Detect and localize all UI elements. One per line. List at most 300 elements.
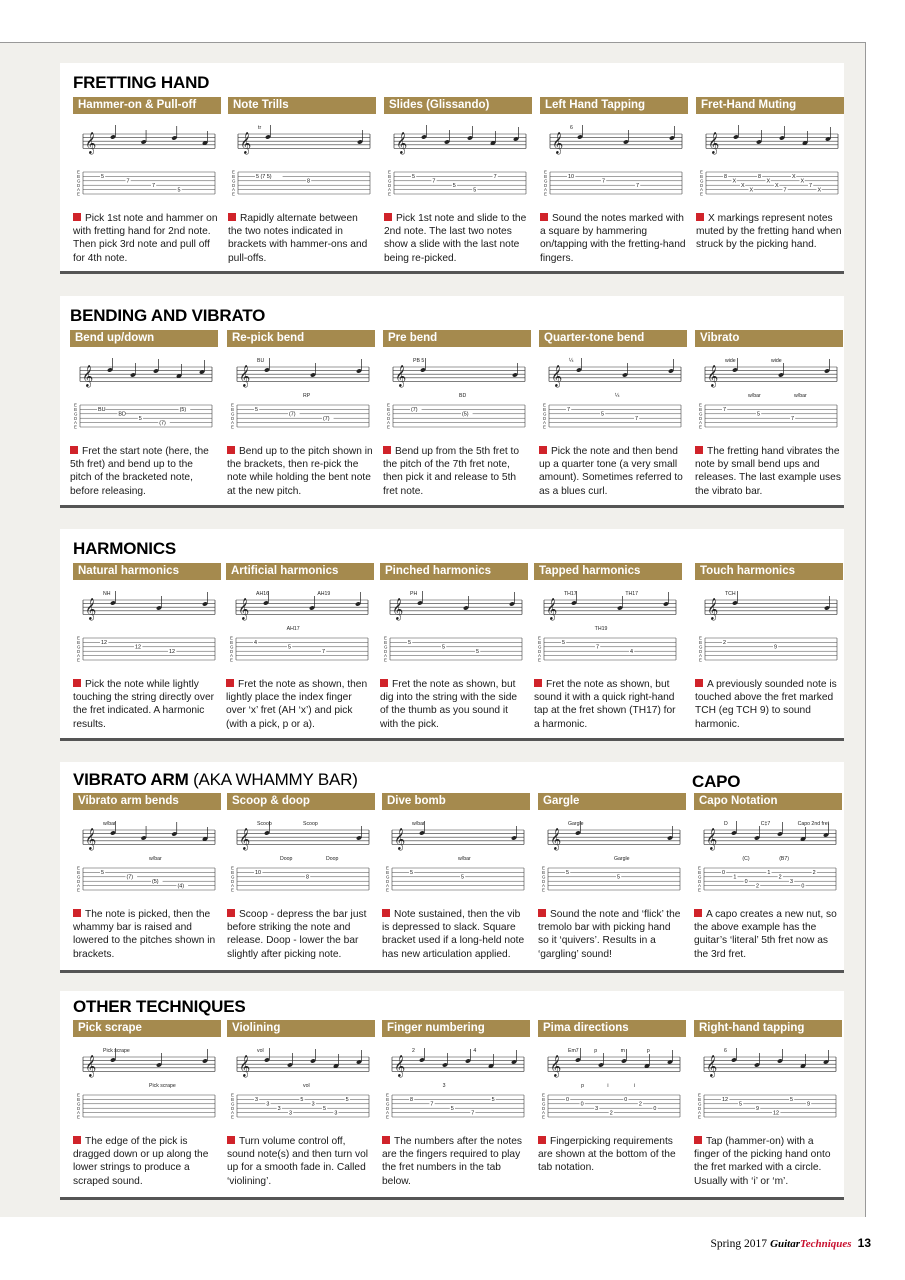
svg-text:A: A (542, 1110, 545, 1116)
technique-description: Turn volume control off, sound note(s) and then turn vol up for a smooth fade in. Called ‘violining’. (227, 1136, 369, 1187)
technique-description: Pick the note and then bend up a quarter tone (a very small amount). Sometimes referred to as a blues curl. (539, 446, 683, 497)
notation-diagram (695, 586, 843, 672)
notation-diagram (384, 120, 532, 206)
technique-description: Fret the note as shown, but sound it with a quick right-hand tap at the fret shown (TH17) for a harmonic. (534, 679, 676, 730)
tab-number: 5 (491, 1097, 495, 1104)
svg-text:G: G (698, 874, 702, 880)
svg-text:D: D (384, 648, 388, 654)
technique-capo-notation (694, 793, 842, 961)
svg-text:G: G (542, 874, 546, 880)
section-title: HARMONICS (73, 539, 177, 558)
tab-number: 5 (739, 1101, 742, 1108)
annotation-text: TH19 (594, 626, 608, 632)
tab-number: 5 (323, 1106, 326, 1112)
tab-number: 5 (7 5) (256, 174, 272, 181)
svg-text:A: A (387, 420, 390, 426)
bullet-icon (228, 213, 236, 221)
notation-diagram (534, 586, 682, 672)
svg-text:B: B (699, 640, 702, 645)
svg-text:D: D (231, 415, 235, 421)
svg-text:E: E (74, 424, 77, 430)
page-footer (710, 1236, 871, 1250)
tab-number: 5 (452, 183, 456, 189)
tab-number: X (817, 187, 822, 194)
notation-diagram (694, 1043, 842, 1129)
bullet-icon (380, 679, 388, 687)
svg-text:D: D (388, 182, 392, 188)
svg-text:E: E (232, 191, 235, 197)
bullet-icon (534, 679, 542, 687)
technique-label: Right-hand tapping (694, 1020, 842, 1037)
bullet-icon (538, 909, 546, 917)
technique-label: Left Hand Tapping (540, 97, 688, 114)
technique-label: Vibrato arm bends (73, 793, 221, 810)
notation-svg (383, 353, 531, 439)
svg-text:E: E (77, 865, 80, 871)
svg-text:D: D (74, 415, 78, 421)
svg-text:E: E (386, 865, 389, 871)
svg-text:G: G (230, 644, 234, 650)
svg-text:G: G (388, 178, 392, 184)
tab-number: 12 (773, 1110, 779, 1117)
svg-text:A: A (231, 1110, 234, 1116)
bullet-icon (696, 213, 704, 221)
technique-pick-scrape (73, 1020, 221, 1188)
section-title: VIBRATO ARM (AKA WHAMMY BAR) (73, 770, 358, 789)
svg-text:E: E (77, 191, 80, 197)
technique-description: A previously sounded note is touched above the fret marked TCH (eg TCH 9) to sound harmonic. (695, 679, 837, 730)
svg-text:A: A (230, 653, 233, 659)
treble-clef-icon: 𝄞 (706, 828, 718, 850)
technique-description: Sound the notes marked with a square by hammering on/tapping with the fretting-hand fingers. (540, 213, 686, 264)
svg-text:D: D (538, 648, 542, 654)
technique-description: X markings represent notes muted by the fretting hand when struck by the picking hand. (696, 213, 842, 251)
tab-number: 7 (783, 187, 787, 194)
svg-text:D: D (232, 182, 236, 188)
annotation-text: NH (103, 591, 111, 597)
technique-description: Scoop - depress the bar just before striking the note and release. Doop - lower the bar slightly after picking note. (227, 909, 367, 960)
notation-diagram (73, 586, 221, 672)
tab-number: 3 (334, 1110, 338, 1117)
annotation-text: Gargle (568, 821, 584, 827)
bullet-icon (382, 1136, 390, 1144)
tab-number: 0 (580, 1101, 584, 1108)
technique-description: Fret the note as shown, then lightly place the index finger over ‘x’ fret (AH ‘x’) and pick (with a pick, p or a). (226, 679, 368, 730)
tab-number: (7) (323, 416, 330, 422)
svg-text:E: E (77, 657, 80, 663)
tab-number: 5 (408, 640, 411, 647)
annotation-text: 2 (412, 1048, 415, 1054)
technique-label: Gargle (538, 793, 686, 810)
svg-text:A: A (384, 653, 387, 659)
bullet-icon (73, 1136, 81, 1144)
notation-svg (228, 120, 376, 206)
bullet-icon (70, 446, 78, 454)
tab-number: 5 (617, 874, 620, 881)
section-fretting-hand (60, 63, 844, 274)
treble-clef-icon: 𝄞 (392, 598, 404, 620)
annotation-text: w/bar (458, 856, 471, 862)
svg-text:B: B (387, 407, 390, 412)
notation-svg (694, 1043, 842, 1129)
tab-number: 2 (723, 640, 726, 647)
tab-number: 5 (601, 411, 604, 418)
technique-slides (384, 97, 532, 265)
svg-text:D: D (386, 1105, 390, 1111)
tab-number: 2 (812, 870, 816, 877)
tab-number: 0 (624, 1097, 628, 1104)
annotation-text: RP (303, 393, 311, 399)
svg-text:E: E (542, 865, 545, 871)
annotation-text: i (633, 1083, 635, 1089)
notation-diagram (227, 353, 375, 439)
tab-number: 0 (744, 879, 748, 885)
bullet-icon (694, 1136, 702, 1144)
technique-description: The note is picked, then the whammy bar is raised and lowered to the pitches shown in brackets. (73, 909, 216, 960)
technique-left-hand-tapping (540, 97, 688, 265)
svg-text:D: D (542, 1105, 546, 1111)
annotation-text: vol (303, 1083, 310, 1089)
svg-text:B: B (386, 870, 389, 875)
svg-text:E: E (231, 865, 234, 871)
technique-label: Touch harmonics (695, 563, 843, 580)
tab-number: 5 (300, 1097, 304, 1104)
annotation-text: D (724, 821, 728, 827)
technique-label: Pick scrape (73, 1020, 221, 1037)
tab-number: X (800, 178, 805, 185)
treble-clef-icon: 𝄞 (239, 1055, 251, 1077)
svg-text:E: E (543, 402, 546, 408)
annotation-text: w/bar (103, 821, 116, 827)
notation-diagram (226, 586, 374, 672)
tab-number: 0 (566, 1097, 569, 1104)
tab-number: 5 (562, 640, 565, 647)
technique-label: Capo Notation (694, 793, 842, 810)
svg-text:E: E (543, 424, 546, 430)
technique-description: Tap (hammer-on) with a finger of the picking hand onto the fret marked with a circle. Usually with ‘i’ or ‘m’. (694, 1136, 831, 1187)
technique-note-trills (228, 97, 376, 265)
treble-clef-icon: 𝄞 (552, 132, 564, 154)
tab-number: 7 (152, 183, 155, 189)
svg-text:B: B (232, 174, 235, 179)
svg-text:A: A (77, 653, 80, 659)
svg-text:A: A (77, 187, 80, 193)
technique-gargle (538, 793, 686, 961)
notation-diagram (73, 816, 221, 902)
svg-text:E: E (387, 424, 390, 430)
technique-vibrato (695, 330, 843, 498)
tab-number: 5 (450, 1106, 454, 1112)
annotation-text: wide (725, 358, 736, 364)
bullet-icon (227, 909, 235, 917)
svg-text:E: E (699, 657, 702, 663)
tab-number: 5 (473, 187, 477, 194)
bullet-icon (73, 679, 81, 687)
svg-text:G: G (77, 644, 81, 650)
annotation-text: i (607, 1083, 609, 1089)
annotation-text: TCH (725, 591, 736, 597)
tab-number: BU (98, 407, 106, 414)
svg-text:E: E (77, 887, 80, 893)
svg-text:E: E (231, 1092, 234, 1098)
technique-description: Fret the start note (here, the 5th fret) and bend up to the pitch of the bracketed note, before releasing. (70, 446, 209, 497)
tab-number: 2 (756, 883, 759, 890)
tab-number: 12 (101, 640, 107, 647)
notation-svg (382, 816, 530, 902)
annotation-text: tr (258, 125, 262, 131)
notation-diagram (695, 353, 843, 439)
tab-number: X (741, 183, 745, 189)
svg-text:E: E (542, 1092, 545, 1098)
technique-artificial-harmonics (226, 563, 374, 731)
technique-label: Note Trills (228, 97, 376, 114)
annotation-text: w/bar (412, 821, 425, 827)
svg-text:E: E (77, 635, 80, 641)
technique-description: Fret the note as shown, but dig into the string with the side of the thumb as you sound it with the pick. (380, 679, 518, 730)
tab-number: 5 (101, 174, 104, 181)
technique-vibrato-arm-bends (73, 793, 221, 961)
svg-text:E: E (698, 865, 701, 871)
treble-clef-icon: 𝄞 (706, 1055, 718, 1077)
svg-text:A: A (700, 187, 703, 193)
notation-diagram (538, 1043, 686, 1129)
svg-text:E: E (388, 191, 391, 197)
treble-clef-icon: 𝄞 (550, 1055, 562, 1077)
tab-number: 7 (602, 178, 605, 185)
section-vibrato-arm (60, 762, 844, 973)
tab-number: 5 (177, 187, 181, 194)
technique-description: Pick 1st note and hammer on with fretting hand for 2nd note. Then pick 3rd note and pull off for 4th note. (73, 213, 218, 264)
svg-text:A: A (77, 1110, 80, 1116)
svg-text:E: E (699, 424, 702, 430)
svg-text:D: D (77, 1105, 81, 1111)
tab-number: 3 (266, 1101, 270, 1108)
section-title: FRETTING HAND (73, 73, 210, 92)
svg-text:E: E (538, 635, 541, 641)
svg-text:D: D (700, 182, 704, 188)
treble-clef-icon: 𝄞 (238, 598, 250, 620)
notation-diagram (227, 1043, 375, 1129)
annotation-text: Scoop (257, 821, 272, 827)
notation-diagram (383, 353, 531, 439)
section-other-techniques (60, 991, 844, 1200)
notation-svg (695, 586, 843, 672)
technique-label: Slides (Glissando) (384, 97, 532, 114)
tab-number: 5 (757, 411, 760, 418)
technique-natural-harmonics (73, 563, 221, 731)
svg-text:B: B (538, 640, 541, 645)
svg-text:E: E (230, 657, 233, 663)
notation-svg (380, 586, 528, 672)
svg-text:G: G (700, 178, 704, 184)
svg-text:E: E (386, 1092, 389, 1098)
annotation-text: wide (771, 358, 782, 364)
annotation-text: Doop (326, 856, 339, 862)
tab-number: 7 (493, 174, 497, 181)
annotation-text: vol (257, 1048, 264, 1054)
technique-label: Violining (227, 1020, 375, 1037)
svg-text:G: G (387, 411, 391, 417)
bullet-icon (694, 909, 702, 917)
svg-text:E: E (231, 887, 234, 893)
magazine-logo: GuitarTechniques (770, 1238, 852, 1250)
notation-diagram (538, 816, 686, 902)
annotation-text: TH17 (564, 591, 577, 597)
technique-touch-harmonics (695, 563, 843, 731)
tab-number: 8 (306, 874, 309, 881)
technique-label: Dive bomb (382, 793, 530, 810)
svg-text:D: D (542, 878, 546, 884)
notation-svg (695, 353, 843, 439)
tab-number: (5) (152, 879, 159, 885)
technique-description: Bend up from the 5th fret to the pitch of the 7th fret note, then pick it and release to 5th fret note. (383, 446, 520, 497)
bullet-icon (384, 213, 392, 221)
notation-svg (384, 120, 532, 206)
svg-text:D: D (231, 878, 235, 884)
tab-number: 7 (635, 416, 638, 422)
bullet-icon (695, 679, 703, 687)
tab-number: 7 (636, 183, 639, 189)
annotation-text: m (620, 1048, 625, 1054)
svg-text:B: B (700, 174, 703, 179)
technique-quarter-tone-bend (539, 330, 687, 498)
svg-text:D: D (543, 415, 547, 421)
section-title-capo: CAPO (692, 772, 741, 791)
svg-text:A: A (386, 1110, 389, 1116)
page-number: 13 (857, 1236, 871, 1250)
svg-text:A: A (698, 1110, 701, 1116)
svg-text:E: E (700, 169, 703, 175)
svg-text:D: D (699, 415, 703, 421)
svg-text:G: G (77, 874, 81, 880)
svg-text:G: G (231, 411, 235, 417)
tab-number: 3 (289, 1110, 292, 1117)
notation-diagram (694, 816, 842, 902)
svg-text:D: D (230, 648, 234, 654)
technique-pre-bend (383, 330, 531, 498)
treble-clef-icon: 𝄞 (82, 365, 94, 387)
notation-diagram (696, 120, 844, 206)
treble-clef-icon: 𝄞 (85, 828, 97, 850)
technique-description: The fretting hand vibrates the note by small bend ups and releases. The last example uses the vibrato bar. (695, 446, 841, 497)
tab-number: 8 (410, 1097, 413, 1104)
technique-label: Re-pick bend (227, 330, 375, 347)
annotation-text: ¼ (569, 358, 574, 364)
technique-label: Pinched harmonics (380, 563, 528, 580)
tab-number: 5 (255, 407, 258, 414)
annotation-text: Capo 2nd fret (797, 821, 830, 827)
tab-number: X (766, 178, 771, 185)
svg-text:G: G (699, 644, 703, 650)
tab-number: 5 (288, 644, 291, 651)
notation-svg (227, 816, 375, 902)
technique-label: Pima directions (538, 1020, 686, 1037)
annotation-text: 6 (570, 125, 573, 131)
svg-text:B: B (77, 174, 80, 179)
annotation-text: Doop (280, 856, 293, 862)
svg-text:E: E (384, 635, 387, 641)
tab-number: 3 (595, 1106, 599, 1112)
svg-text:G: G (384, 644, 388, 650)
technique-re-pick-bend (227, 330, 375, 498)
treble-clef-icon: 𝄞 (239, 828, 251, 850)
section-subtitle: (AKA WHAMMY BAR) (188, 770, 358, 789)
technique-label: Tapped harmonics (534, 563, 682, 580)
issue-date: Spring 2017 (710, 1238, 767, 1250)
technique-description: Rapidly alternate between the two notes indicated in brackets with hammer-ons and pull-offs. (228, 213, 368, 264)
svg-text:E: E (538, 657, 541, 663)
svg-text:G: G (386, 874, 390, 880)
notation-svg (70, 353, 218, 439)
tab-number: 7 (471, 1110, 475, 1117)
bullet-icon (73, 909, 81, 917)
svg-text:A: A (231, 883, 234, 889)
tab-number: 0 (722, 870, 725, 877)
technique-description: Note sustained, then the vib is depressed to slack. Square bracket used if a long-held note has new articulation applied. (382, 909, 525, 960)
svg-text:B: B (77, 1097, 80, 1102)
tab-number: 3 (255, 1097, 258, 1104)
section-harmonics (60, 529, 844, 741)
svg-text:A: A (542, 883, 545, 889)
svg-text:G: G (74, 411, 78, 417)
svg-text:A: A (543, 420, 546, 426)
tab-number: 3 (311, 1101, 315, 1108)
tab-number: 5 (138, 416, 142, 422)
tab-number: 1 (733, 874, 737, 881)
svg-text:E: E (231, 1114, 234, 1120)
svg-text:G: G (698, 1101, 702, 1107)
tab-number: 0 (653, 1106, 657, 1112)
tab-number: 5 (566, 870, 569, 877)
tab-number: (7) (159, 420, 166, 427)
tab-number: 7 (322, 649, 325, 655)
svg-text:D: D (77, 878, 81, 884)
annotation-text: p (581, 1083, 585, 1089)
tab-number: (7) (126, 874, 134, 881)
technique-fret-hand-muting (696, 97, 844, 252)
svg-text:G: G (538, 644, 542, 650)
svg-text:E: E (74, 402, 77, 408)
svg-text:A: A (544, 187, 547, 193)
technique-description: Sound the note and ‘flick’ the tremolo bar with picking hand so it ‘quivers’. Results in a ‘gargling’ sound! (538, 909, 681, 960)
svg-text:B: B (231, 1097, 234, 1102)
tab-number: (7) (289, 411, 296, 418)
tab-number: 12 (722, 1097, 728, 1104)
technique-label: Bend up/down (70, 330, 218, 347)
annotation-text: p (594, 1048, 598, 1054)
technique-description: Bend up to the pitch shown in the brackets, then re-pick the note while holding the bent note at the new pitch. (227, 446, 373, 497)
section-bending-vibrato (60, 296, 844, 508)
notation-svg (227, 1043, 375, 1129)
bullet-icon (540, 213, 548, 221)
treble-clef-icon: 𝄞 (708, 132, 720, 154)
tab-number: 8 (307, 178, 310, 185)
technique-label: Quarter-tone bend (539, 330, 687, 347)
svg-text:E: E (698, 1092, 701, 1098)
tab-number: 3 (790, 879, 793, 885)
tab-number: 7 (791, 416, 794, 422)
treble-clef-icon: 𝄞 (707, 598, 719, 620)
technique-tapped-harmonics (534, 563, 682, 731)
tab-number: X (775, 183, 779, 189)
tab-number: 10 (255, 870, 261, 877)
svg-text:A: A (77, 883, 80, 889)
tab-number: 5 (790, 1097, 793, 1104)
technique-pinched-harmonics (380, 563, 528, 731)
annotation-text: Em7 (568, 1048, 579, 1054)
notation-diagram (227, 816, 375, 902)
annotation-text: Pick scrape (103, 1048, 130, 1054)
